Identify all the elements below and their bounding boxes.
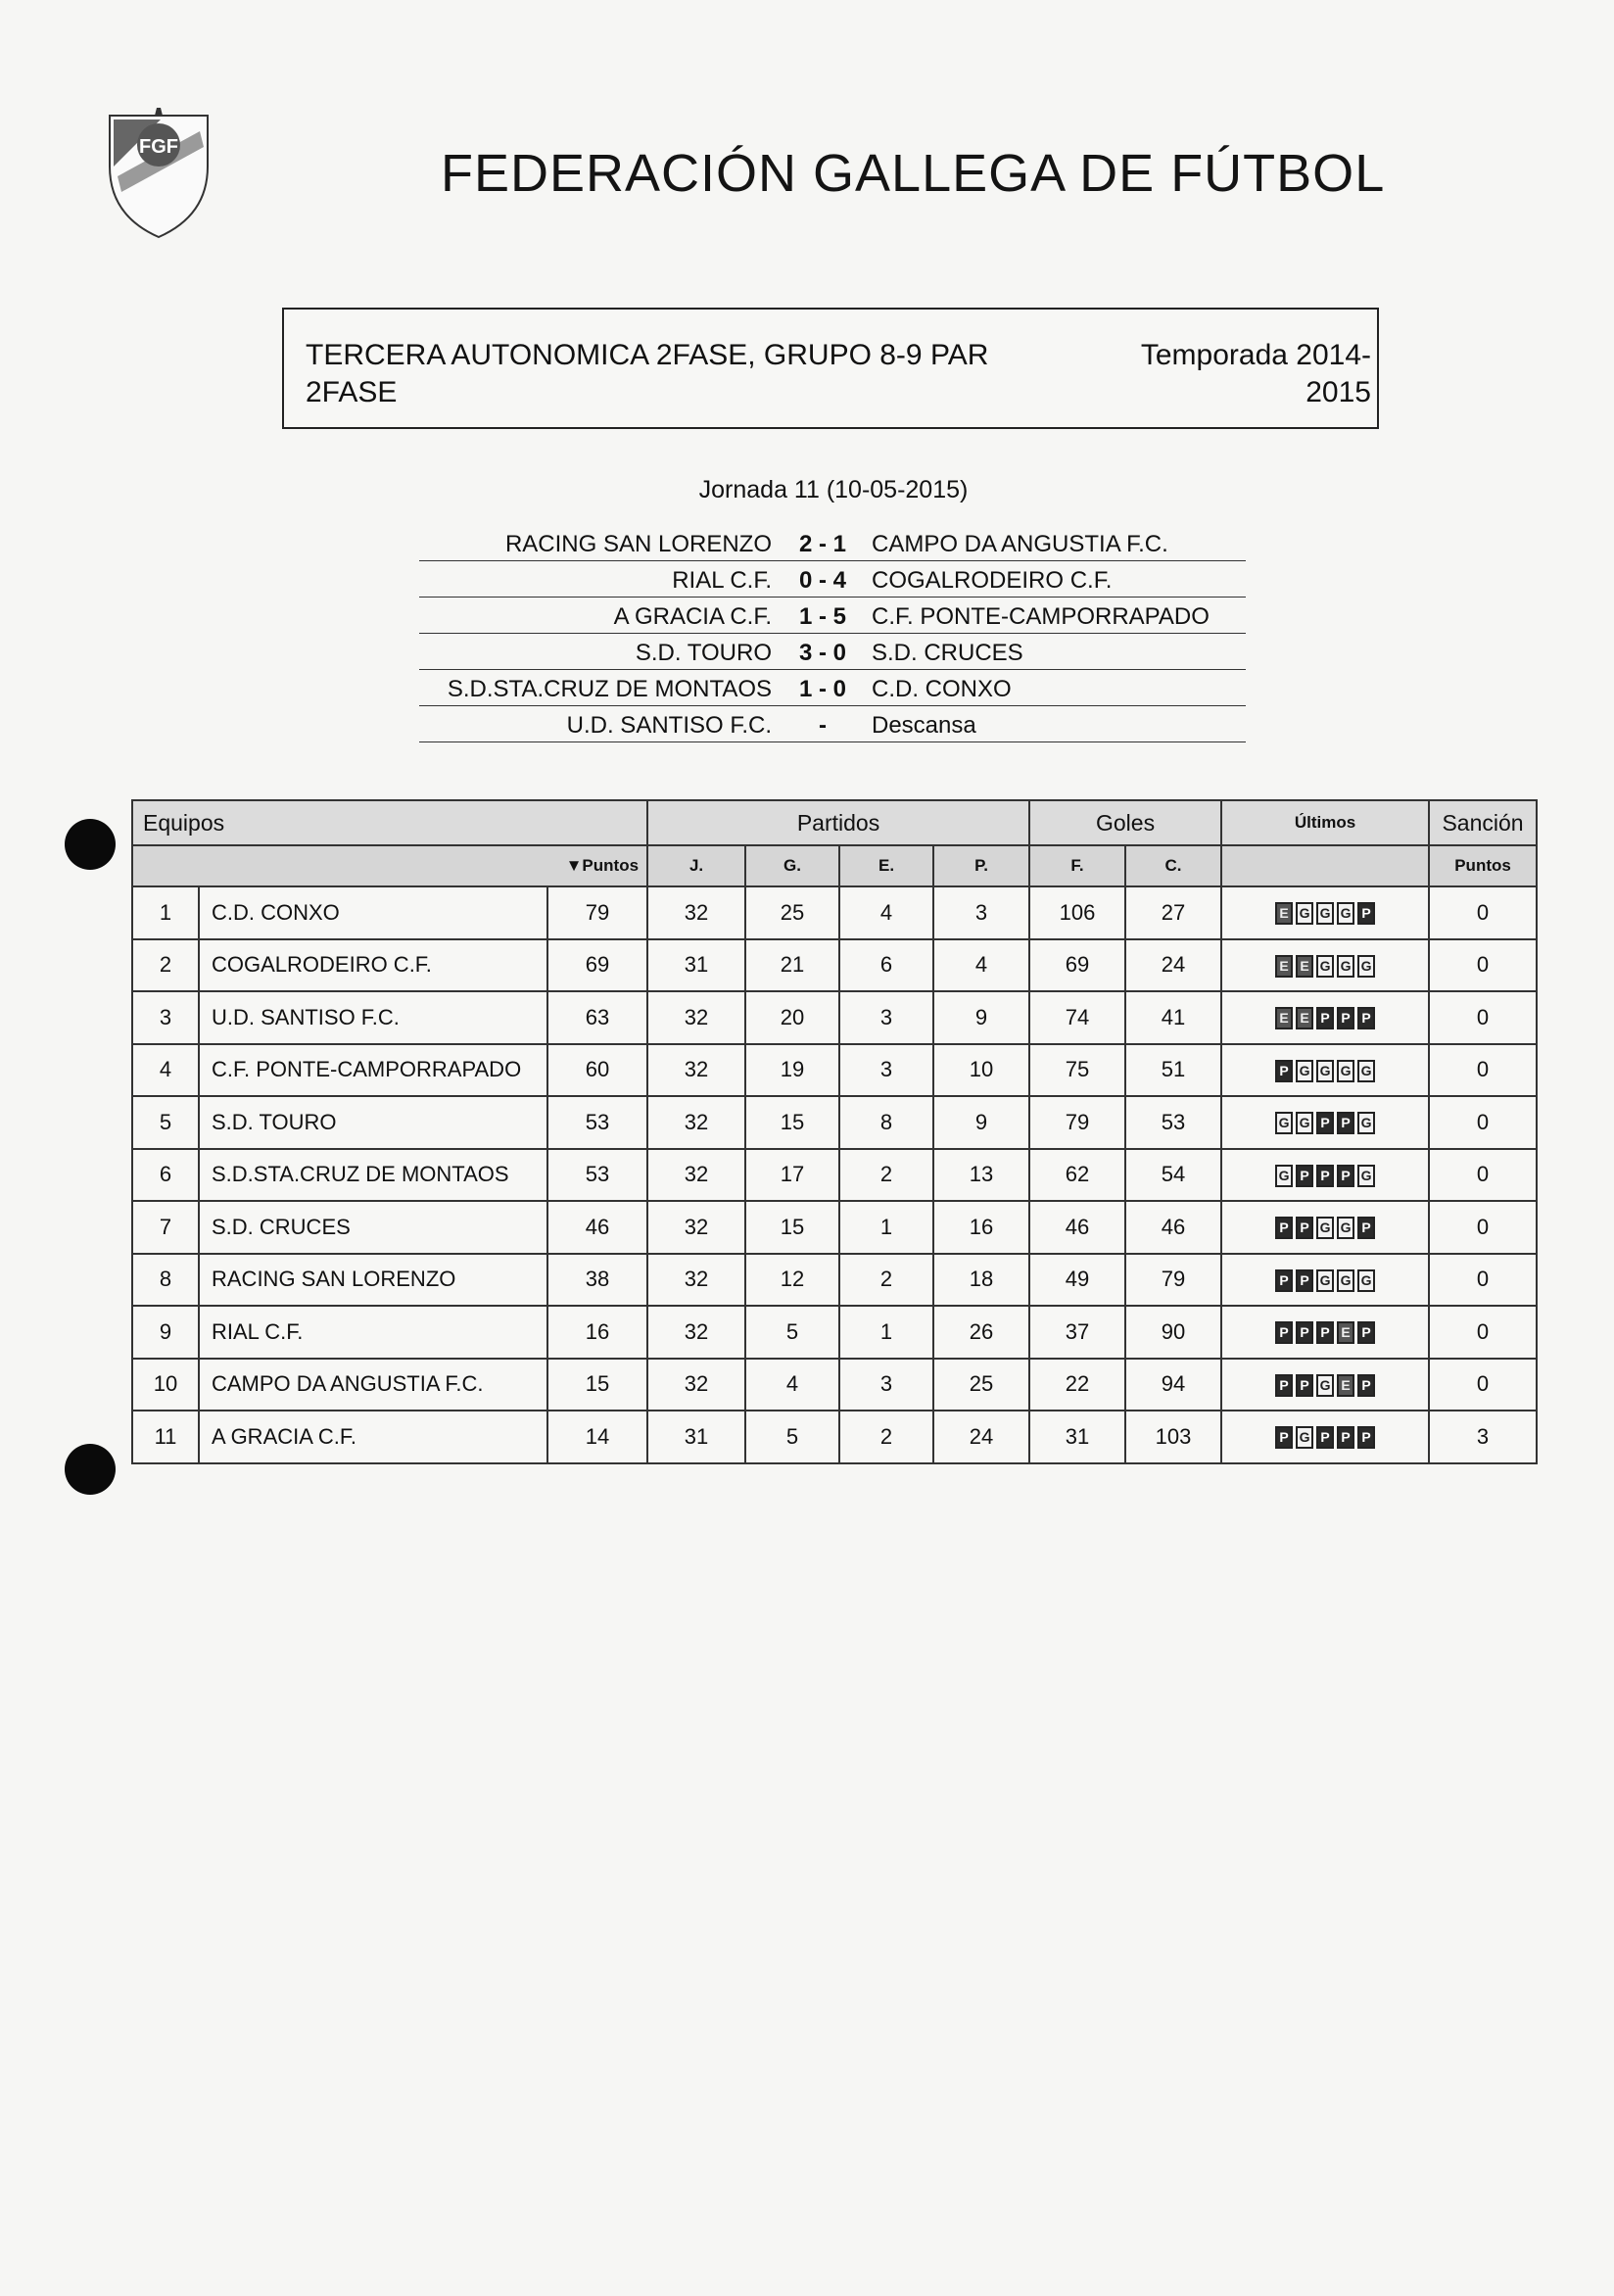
won-cell: 5 — [745, 1411, 839, 1463]
played-cell: 31 — [647, 939, 745, 992]
recent-form-cell — [1221, 1149, 1429, 1202]
team-cell: S.D. TOURO — [199, 1096, 547, 1149]
won-cell: 4 — [745, 1359, 839, 1411]
points-cell: 46 — [547, 1201, 647, 1254]
played-cell: 32 — [647, 1149, 745, 1202]
form-badge: P — [1296, 1269, 1313, 1292]
result-row — [419, 706, 1246, 742]
header-puntos-sort[interactable] — [132, 845, 647, 886]
form-badge: G — [1357, 955, 1375, 978]
sort-desc-icon: ▼ — [565, 856, 583, 875]
away-team: COGALRODEIRO C.F. — [872, 567, 1113, 594]
team-cell: C.D. CONXO — [199, 886, 547, 939]
form-badge: E — [1296, 955, 1313, 978]
home-team: S.D. TOURO — [635, 640, 772, 666]
away-team: CAMPO DA ANGUSTIA F.C. — [872, 531, 1168, 557]
header-e: E. — [839, 845, 933, 886]
form-badge: P — [1316, 1321, 1334, 1344]
goals-against-cell: 53 — [1125, 1096, 1221, 1149]
sanction-points-cell: 0 — [1429, 1201, 1537, 1254]
won-cell: 5 — [745, 1306, 839, 1359]
federation-crest-logo — [106, 108, 212, 240]
form-badge: G — [1357, 1269, 1375, 1292]
form-badge: G — [1275, 1165, 1293, 1187]
team-cell: C.F. PONTE-CAMPORRAPADO — [199, 1044, 547, 1097]
sanction-points-cell: 0 — [1429, 1254, 1537, 1307]
goals-for-cell: 75 — [1029, 1044, 1125, 1097]
won-cell: 17 — [745, 1149, 839, 1202]
form-badge: G — [1296, 1060, 1313, 1082]
drawn-cell: 1 — [839, 1306, 933, 1359]
goals-for-cell: 46 — [1029, 1201, 1125, 1254]
won-cell: 20 — [745, 991, 839, 1044]
recent-form-cell — [1221, 939, 1429, 992]
form-badge: P — [1337, 1426, 1354, 1449]
played-cell: 32 — [647, 1096, 745, 1149]
form-badge: E — [1296, 1007, 1313, 1029]
header-goles: Goles — [1029, 800, 1221, 845]
form-badge: P — [1275, 1060, 1293, 1082]
recent-form-cell — [1221, 1359, 1429, 1411]
lost-cell: 9 — [933, 991, 1029, 1044]
drawn-cell: 3 — [839, 991, 933, 1044]
recent-form-cell — [1221, 1096, 1429, 1149]
binder-hole-top — [65, 819, 116, 870]
form-badge: G — [1357, 1165, 1375, 1187]
table-row — [132, 1044, 1537, 1097]
away-team: S.D. CRUCES — [872, 640, 1023, 666]
form-badge: E — [1337, 1374, 1354, 1397]
form-badge: P — [1296, 1374, 1313, 1397]
goals-against-cell: 46 — [1125, 1201, 1221, 1254]
goals-for-cell: 74 — [1029, 991, 1125, 1044]
header-c: C. — [1125, 845, 1221, 886]
form-badge: G — [1337, 1217, 1354, 1239]
goals-against-cell: 54 — [1125, 1149, 1221, 1202]
points-cell: 15 — [547, 1359, 647, 1411]
position-cell: 5 — [132, 1096, 199, 1149]
match-score: - — [819, 712, 827, 739]
header-ultimos: Últimos — [1221, 800, 1429, 845]
points-cell: 14 — [547, 1411, 647, 1463]
team-cell: U.D. SANTISO F.C. — [199, 991, 547, 1044]
recent-form-cell — [1221, 1254, 1429, 1307]
won-cell: 21 — [745, 939, 839, 992]
header-puntos: Puntos — [582, 856, 640, 875]
result-row — [419, 525, 1246, 561]
form-badge: P — [1357, 1374, 1375, 1397]
header-sancion: Sanción — [1429, 800, 1537, 845]
won-cell: 15 — [745, 1201, 839, 1254]
table-row — [132, 1096, 1537, 1149]
points-cell: 53 — [547, 1096, 647, 1149]
matchday-title: Jornada 11 (10-05-2015) — [698, 476, 969, 503]
team-cell: RACING SAN LORENZO — [199, 1254, 547, 1307]
goals-against-cell: 94 — [1125, 1359, 1221, 1411]
form-badge: E — [1275, 1007, 1293, 1029]
away-team: C.D. CONXO — [872, 676, 1012, 702]
crest-letters: FGF — [139, 136, 178, 158]
match-score: 3 - 0 — [798, 640, 847, 666]
goals-against-cell: 103 — [1125, 1411, 1221, 1463]
home-team: U.D. SANTISO F.C. — [566, 712, 772, 739]
drawn-cell: 8 — [839, 1096, 933, 1149]
table-row — [132, 1306, 1537, 1359]
recent-form-cell — [1221, 1411, 1429, 1463]
competition-name: TERCERA AUTONOMICA 2FASE, GRUPO 8-9 PAR 2FASE — [306, 339, 989, 408]
sanction-points-cell: 0 — [1429, 1359, 1537, 1411]
form-badge: P — [1275, 1426, 1293, 1449]
drawn-cell: 3 — [839, 1359, 933, 1411]
form-badge: G — [1316, 1269, 1334, 1292]
points-cell: 69 — [547, 939, 647, 992]
drawn-cell: 3 — [839, 1044, 933, 1097]
home-team: RIAL C.F. — [672, 567, 772, 594]
form-badge: P — [1296, 1165, 1313, 1187]
sanction-points-cell: 0 — [1429, 1096, 1537, 1149]
drawn-cell: 2 — [839, 1411, 933, 1463]
played-cell: 32 — [647, 1201, 745, 1254]
form-badge: P — [1316, 1426, 1334, 1449]
form-badge: P — [1357, 1007, 1375, 1029]
sanction-points-cell: 0 — [1429, 1306, 1537, 1359]
recent-form-cell — [1221, 1201, 1429, 1254]
goals-against-cell: 79 — [1125, 1254, 1221, 1307]
form-badge: G — [1357, 1060, 1375, 1082]
form-badge: G — [1316, 1060, 1334, 1082]
sanction-points-cell: 3 — [1429, 1411, 1537, 1463]
header-f: F. — [1029, 845, 1125, 886]
form-badge: P — [1337, 1165, 1354, 1187]
form-badge: P — [1275, 1321, 1293, 1344]
result-row — [419, 634, 1246, 670]
form-badge: E — [1275, 955, 1293, 978]
form-badge: G — [1357, 1112, 1375, 1134]
drawn-cell: 6 — [839, 939, 933, 992]
form-badge: G — [1316, 955, 1334, 978]
home-team: A GRACIA C.F. — [613, 603, 772, 630]
binder-hole-bottom — [65, 1444, 116, 1495]
team-cell: RIAL C.F. — [199, 1306, 547, 1359]
standings-table — [131, 799, 1536, 1464]
away-team: Descansa — [872, 712, 976, 739]
match-score: 2 - 1 — [798, 531, 847, 557]
position-cell: 2 — [132, 939, 199, 992]
sanction-points-cell: 0 — [1429, 1044, 1537, 1097]
lost-cell: 26 — [933, 1306, 1029, 1359]
lost-cell: 24 — [933, 1411, 1029, 1463]
played-cell: 32 — [647, 1044, 745, 1097]
table-row — [132, 1359, 1537, 1411]
form-badge: P — [1337, 1007, 1354, 1029]
form-badge: E — [1275, 902, 1293, 925]
table-row — [132, 1254, 1537, 1307]
form-badge: P — [1357, 1321, 1375, 1344]
played-cell: 32 — [647, 886, 745, 939]
drawn-cell: 1 — [839, 1201, 933, 1254]
lost-cell: 13 — [933, 1149, 1029, 1202]
header-g: G. — [745, 845, 839, 886]
recent-form-cell — [1221, 1306, 1429, 1359]
goals-for-cell: 79 — [1029, 1096, 1125, 1149]
goals-for-cell: 69 — [1029, 939, 1125, 992]
form-badge: G — [1296, 902, 1313, 925]
form-badge: G — [1296, 1426, 1313, 1449]
form-badge: P — [1337, 1112, 1354, 1134]
position-cell: 3 — [132, 991, 199, 1044]
match-score: 1 - 0 — [798, 676, 847, 702]
goals-for-cell: 49 — [1029, 1254, 1125, 1307]
position-cell: 7 — [132, 1201, 199, 1254]
form-badge: G — [1296, 1112, 1313, 1134]
position-cell: 8 — [132, 1254, 199, 1307]
season-label: Temporada 2014-2015 — [1140, 339, 1371, 408]
points-cell: 79 — [547, 886, 647, 939]
form-badge: P — [1296, 1217, 1313, 1239]
competition-box — [282, 308, 1379, 429]
header-partidos: Partidos — [647, 800, 1029, 845]
form-badge: P — [1357, 902, 1375, 925]
played-cell: 32 — [647, 1254, 745, 1307]
goals-for-cell: 106 — [1029, 886, 1125, 939]
won-cell: 19 — [745, 1044, 839, 1097]
lost-cell: 4 — [933, 939, 1029, 992]
match-score: 0 - 4 — [798, 567, 847, 594]
table-row — [132, 1201, 1537, 1254]
position-cell: 1 — [132, 886, 199, 939]
goals-against-cell: 41 — [1125, 991, 1221, 1044]
form-badge: G — [1337, 1269, 1354, 1292]
header-j: J. — [647, 845, 745, 886]
form-badge: P — [1296, 1321, 1313, 1344]
team-cell: CAMPO DA ANGUSTIA F.C. — [199, 1359, 547, 1411]
table-row — [132, 886, 1537, 939]
goals-for-cell: 62 — [1029, 1149, 1125, 1202]
form-badge: G — [1337, 902, 1354, 925]
team-cell: A GRACIA C.F. — [199, 1411, 547, 1463]
team-cell: S.D.STA.CRUZ DE MONTAOS — [199, 1149, 547, 1202]
header-p: P. — [933, 845, 1029, 886]
sanction-points-cell: 0 — [1429, 991, 1537, 1044]
form-badge: P — [1357, 1426, 1375, 1449]
form-badge: P — [1316, 1112, 1334, 1134]
match-score: 1 - 5 — [798, 603, 847, 630]
lost-cell: 9 — [933, 1096, 1029, 1149]
home-team: S.D.STA.CRUZ DE MONTAOS — [447, 676, 772, 702]
drawn-cell: 2 — [839, 1254, 933, 1307]
table-row — [132, 1411, 1537, 1463]
goals-for-cell: 31 — [1029, 1411, 1125, 1463]
played-cell: 32 — [647, 1306, 745, 1359]
position-cell: 6 — [132, 1149, 199, 1202]
lost-cell: 10 — [933, 1044, 1029, 1097]
form-badge: E — [1337, 1321, 1354, 1344]
form-badge: G — [1316, 1217, 1334, 1239]
header-sancion-puntos: Puntos — [1429, 845, 1537, 886]
sanction-points-cell: 0 — [1429, 939, 1537, 992]
form-badge: G — [1316, 1374, 1334, 1397]
table-row — [132, 991, 1537, 1044]
lost-cell: 16 — [933, 1201, 1029, 1254]
points-cell: 16 — [547, 1306, 647, 1359]
away-team: C.F. PONTE-CAMPORRAPADO — [872, 603, 1210, 630]
lost-cell: 25 — [933, 1359, 1029, 1411]
position-cell: 11 — [132, 1411, 199, 1463]
drawn-cell: 2 — [839, 1149, 933, 1202]
header-equipos: Equipos — [132, 800, 647, 845]
recent-form-cell — [1221, 886, 1429, 939]
goals-against-cell: 24 — [1125, 939, 1221, 992]
goals-for-cell: 22 — [1029, 1359, 1125, 1411]
form-badge: P — [1316, 1165, 1334, 1187]
recent-form-cell — [1221, 1044, 1429, 1097]
position-cell: 10 — [132, 1359, 199, 1411]
won-cell: 12 — [745, 1254, 839, 1307]
federation-title: FEDERACIÓN GALLEGA DE FÚTBOL — [441, 144, 1386, 203]
played-cell: 32 — [647, 1359, 745, 1411]
recent-form-cell — [1221, 991, 1429, 1044]
position-cell: 9 — [132, 1306, 199, 1359]
played-cell: 31 — [647, 1411, 745, 1463]
lost-cell: 3 — [933, 886, 1029, 939]
table-row — [132, 939, 1537, 992]
team-cell: COGALRODEIRO C.F. — [199, 939, 547, 992]
points-cell: 60 — [547, 1044, 647, 1097]
goals-for-cell: 37 — [1029, 1306, 1125, 1359]
form-badge: P — [1357, 1217, 1375, 1239]
won-cell: 15 — [745, 1096, 839, 1149]
team-cell: S.D. CRUCES — [199, 1201, 547, 1254]
drawn-cell: 4 — [839, 886, 933, 939]
result-row — [419, 670, 1246, 706]
position-cell: 4 — [132, 1044, 199, 1097]
form-badge: G — [1337, 955, 1354, 978]
form-badge: P — [1275, 1269, 1293, 1292]
table-row — [132, 1149, 1537, 1202]
results-list — [419, 525, 1246, 742]
won-cell: 25 — [745, 886, 839, 939]
sanction-points-cell: 0 — [1429, 1149, 1537, 1202]
result-row — [419, 561, 1246, 598]
home-team: RACING SAN LORENZO — [504, 531, 772, 557]
form-badge: P — [1275, 1217, 1293, 1239]
result-row — [419, 598, 1246, 634]
form-badge: G — [1316, 902, 1334, 925]
form-badge: P — [1316, 1007, 1334, 1029]
goals-against-cell: 27 — [1125, 886, 1221, 939]
goals-against-cell: 51 — [1125, 1044, 1221, 1097]
sanction-points-cell: 0 — [1429, 886, 1537, 939]
played-cell: 32 — [647, 991, 745, 1044]
goals-against-cell: 90 — [1125, 1306, 1221, 1359]
form-badge: G — [1337, 1060, 1354, 1082]
header-ultimos-blank — [1221, 845, 1429, 886]
points-cell: 63 — [547, 991, 647, 1044]
form-badge: P — [1275, 1374, 1293, 1397]
points-cell: 38 — [547, 1254, 647, 1307]
form-badge: G — [1275, 1112, 1293, 1134]
points-cell: 53 — [547, 1149, 647, 1202]
lost-cell: 18 — [933, 1254, 1029, 1307]
